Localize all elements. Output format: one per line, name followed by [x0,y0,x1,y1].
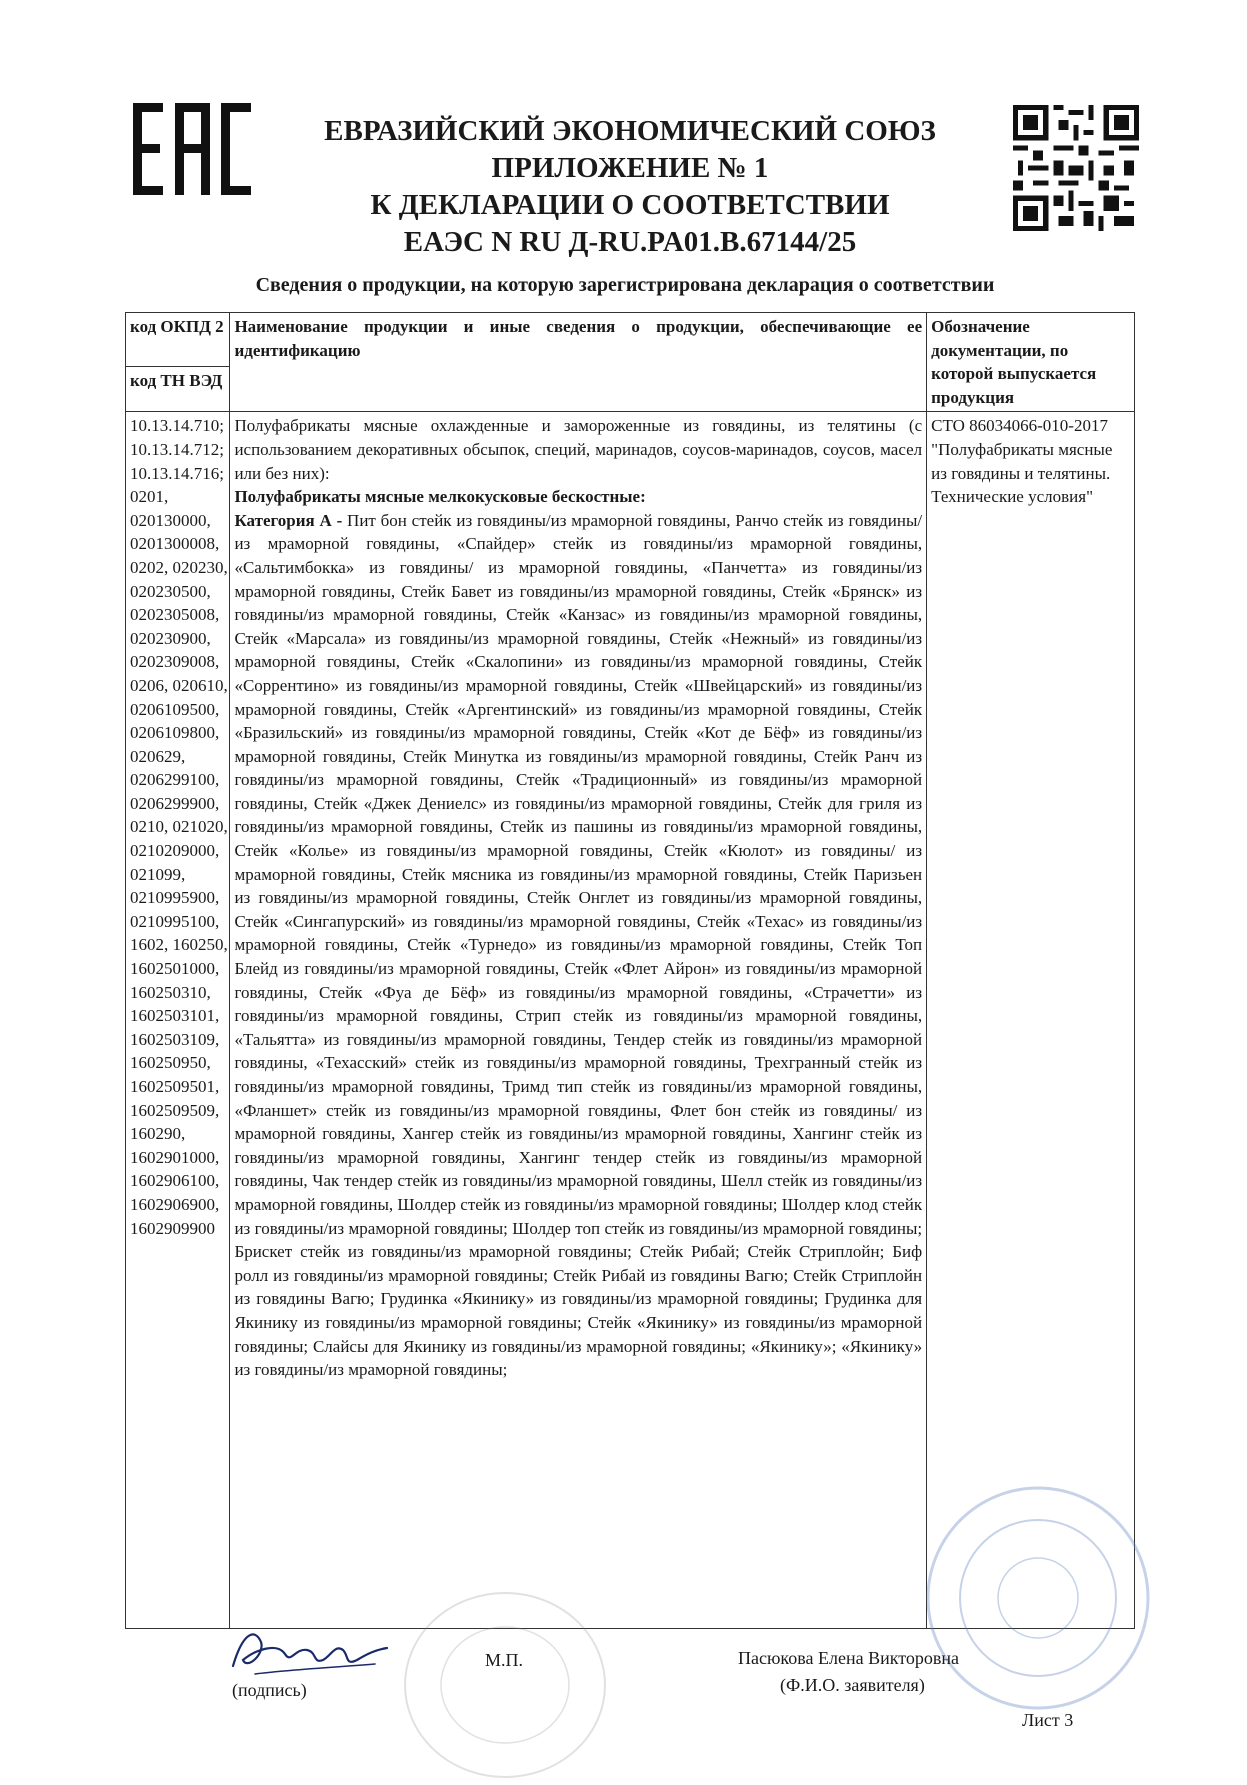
header-documentation: Обозначение документации, по которой выпускается продукция [927,313,1135,412]
documentation-cell: СТО 86034066-010-2017 "Полуфабрикаты мясные из говядины и телятины. Технические условия" [927,412,1135,1629]
code-item: 1602503101, [130,1006,220,1026]
product-description-cell [230,412,927,1629]
code-item: 020230500, [130,581,211,601]
seal-place-label: М.П. [485,1650,524,1670]
title-line: К ДЕКЛАРАЦИИ О СООТВЕТСТВИИ [370,189,890,221]
title-line: ЕВРАЗИЙСКИЙ ЭКОНОМИЧЕСКИЙ СОЮЗ [324,115,936,147]
code-item: 0201, [130,487,169,507]
table-header-row [126,313,1135,367]
signature-caption: (подпись) [232,1680,307,1700]
code-item: 1602901000, [130,1147,220,1167]
header-product-name: Наименование продукции и иные сведения о продукции, обеспечивающие ее идентификацию [230,313,927,412]
header-code-tnved: код ТН ВЭД [126,367,230,412]
code-item: 10.13.14.712; [130,439,224,459]
code-item: 160250310, [130,982,211,1002]
product-table [125,312,1135,1629]
code-item: 0202305008, [130,605,220,625]
code-item: 1602, 160250, [130,935,228,955]
applicant-caption: (Ф.И.О. заявителя) [780,1675,925,1695]
category-label: Категория А - [234,510,348,530]
code-item: 1602509501, [130,1077,220,1096]
document-title [280,113,980,261]
code-item: 0206109800, [130,723,220,743]
code-item: 1602501000, [130,959,220,979]
document-subtitle: Сведения о продукции, на которую зарегистрирована декларация о соответствии [255,274,995,296]
code-item: 1602906100, [130,1171,220,1191]
applicant-name: Пасюкова Елена Викторовна [738,1648,959,1668]
code-item: 0210995100, [130,911,220,931]
code-item: 020629, [130,746,186,766]
code-item: 020230900, [130,628,211,648]
codes-cell [126,412,230,1629]
code-item: 1602909900 [130,1218,215,1238]
code-item: 0202309008, [130,652,220,672]
code-item: 10.13.14.716; [130,463,224,483]
code-item: 0210209000, [130,841,220,861]
product-intro: Полуфабрикаты мясные охлажденные и замороженные из говядины, из телятины (с использованием декоративных обсыпок, специй, маринадов, соусов-маринадов, соусов, масел или без них): [234,416,923,483]
code-item: 0206109500, [130,699,220,719]
product-category [234,509,922,1382]
code-item: 0206, 020610, [130,675,228,695]
code-item: 160250950, [130,1053,211,1073]
title-line: ЕАЭС N RU Д-RU.PA01.B.67144/25 [403,226,857,258]
signature-area [0,1620,1247,1780]
qr-code [1013,105,1139,231]
code-item: 0206299100, [130,770,220,790]
code-item: 0210995900, [130,888,220,908]
code-item: 021099, [130,864,186,884]
header-code-okpd: код ОКПД 2 [126,313,230,367]
code-item: 10.13.14.710; [130,416,224,436]
handwritten-signature [225,1620,395,1680]
document-header [0,95,1247,265]
title-line: ПРИЛОЖЕНИЕ № 1 [491,152,769,184]
eac-logo [133,103,251,195]
code-item: 0210, 021020, [130,817,228,837]
code-item: 1602906900, [130,1194,220,1214]
category-text: Пит бон стейк из говядины/из мраморной говядины, Ранчо стейк из говядины/из мраморной говядины, «Спайдер» стейк из говядины/из мраморной говядины, «Сальтимбокка» из говядины/ из мраморной говядины, «Панчетта» из говядины/из мраморной говядины, Стейк Бавет из говядины/из мраморной говядины, Стейк «Брянск» из говядины/из мраморной говядины, Стейк «Канзас» из говядины/из мраморной говядины, Стейк «Марсала» из говядины/из мраморной говядины, Стейк «Нежный» из говядины/из мраморной говядины, Стейк «Скалопини» из говядины/из мраморной говядины, Стейк «Соррентино» из говядины/из мраморной говядины, Стейк «Швейцарский» из говядины/из мраморной говядины, Стейк «Аргентинский» из говядины/из мраморной говядины, Стейк «Бразильский» из говядины/из мраморной говядины, Стейк «Кот де Бёф» из говядины/из мраморной говядины, Стейк Минутка из говядины/из мраморной говядины, Стейк Ранч из говядины/из мраморной говядины, Стейк «Традиционный» из говядины/из мраморной говядины, Стейк «Джек Дениелс» из говядины/из мраморной говядины, Стейк для гриля из говядины/из мраморной говядины, Стейк из пашины из говядины/из мраморной говядины, Стейк «Колье» из говядины/из мраморной говядины, Стейк «Кюлот» из говядины/ из мраморной говядины, Стейк мясника из говядины/из мраморной говядины, Стейк Паризьен из говядины/из мраморной говядины, Стейк Онглет из говядины/из мраморной говядины, Стейк «Сингапурский» из говядины/из мраморной говядины, Стейк «Техас» из говядины/из мраморной говядины, Стейк «Турнедо» из говядины/из мраморной говядины, Стейк Топ Блейд из говядины/из мраморной говядины, Стейк «Флет Айрон» из говядины/из мраморной говядины, Стейк «Фуа де Бёф» из говядины/из мраморной говядины, «Страчетти» из говядины/из мраморной говядины, Стрип стейк из говядины/из мраморной говядины, «Тальятта» из говядины/из мраморной говядины, Тендер стейк из говядины/из мраморной говядины, «Техасский» стейк из говядины/из мраморной говядины, Трехгранный стейк из говядины/из мраморной говядины, Тримд тип стейк из говядины/из мраморной говядины, «Фланшет» стейк из говядины/из мраморной говядины, Флет бон стейк из говядины/ из мраморной говядины, Хангер стейк из говядины/из мраморной говядины, Хангинг стейк из говядины/из мраморной говядины, Хангинг тендер стейк из говядины/из мраморной говядины, Чак тендер стейк из говядины/из мраморной говядины, Шелл стейк из говядины/из мраморной говядины, Шолдер стейк из говядины/из мраморной говядины; Шолдер клод стейк из говядины/из мраморной говядины; Шолдер топ стейк из говядины/из мраморной говядины; Брискет стейк из говядины/из мраморной говядины; Стейк Рибай; Стейк Стриплойн; Биф ролл из говядины/из мраморной говядины; Стейк Рибай из говядины Вагю; Стейк Стриплойн из говядины Вагю; Грудинка «Якинику» из говядины/из мраморной говядины; Грудинка для Якинику из говядины/из мраморной говядины; Стейк «Якинику» из говядины/из мраморной говядины; Слайсы для Якинику из говядины/из мраморной говядины; «Якинику»; «Якинику» из говядины/из мраморной говядины; [234,510,923,1380]
table-row [126,412,1135,1629]
code-item: 0206299900, [130,793,220,813]
code-item: 1602509509, [130,1100,220,1120]
product-subheading: Полуфабрикаты мясные мелкокусковые бескостные: [234,487,646,507]
sheet-number: Лист 3 [1022,1710,1074,1730]
code-item: 1602503109, [130,1029,220,1049]
code-item: 0202, 020230, [130,557,228,577]
code-item: 160290, [130,1124,186,1144]
code-item: 0201300008, [130,534,220,554]
code-item: 020130000, [130,510,211,530]
